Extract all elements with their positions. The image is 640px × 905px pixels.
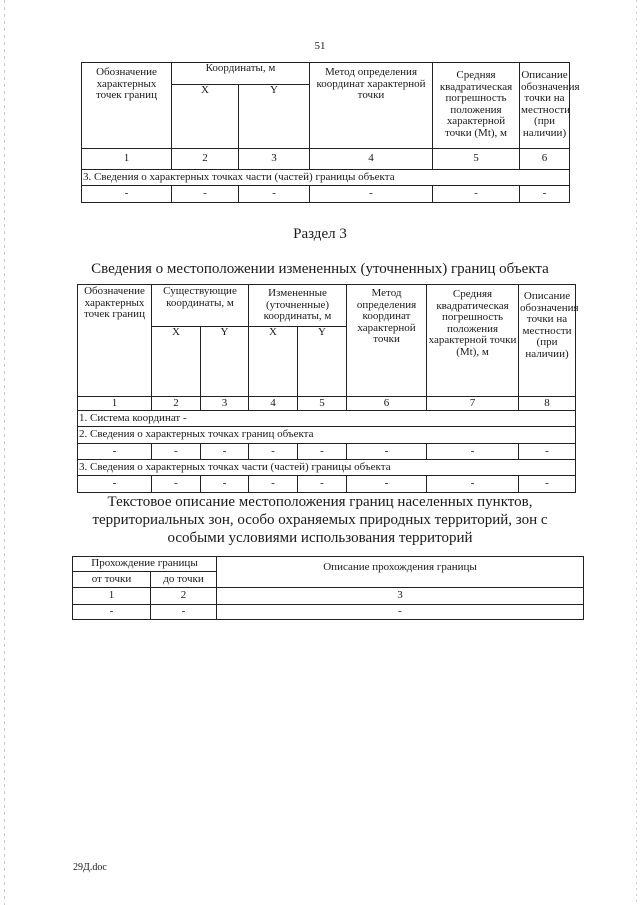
table-cell: - xyxy=(82,186,172,203)
table-cell: - xyxy=(347,444,427,460)
column-number: 7 xyxy=(427,397,519,411)
header-method: Метод определения координат характерной точки xyxy=(347,285,427,397)
section-title: Раздел 3 xyxy=(293,226,347,242)
column-number: 1 xyxy=(73,588,151,605)
header-from-point: от точки xyxy=(73,572,151,588)
table-points-part xyxy=(81,62,580,203)
table-cell: - xyxy=(78,444,152,460)
table-cell: - xyxy=(73,605,151,620)
table-cell: - xyxy=(78,476,152,493)
scan-left-edge xyxy=(4,0,5,905)
column-number: 2 xyxy=(152,397,201,411)
header-method: Метод определения координат характерной точки xyxy=(310,63,433,149)
column-number: 3 xyxy=(201,397,249,411)
footer-filename: 29Д.doc xyxy=(73,862,107,873)
column-number: 6 xyxy=(520,149,570,170)
section-row-label: 3. Сведения о характерных точках части (частей) границы объекта xyxy=(78,460,576,476)
column-number: 4 xyxy=(310,149,433,170)
table-cell: - xyxy=(520,186,570,203)
table-border-passage xyxy=(72,556,584,620)
scan-right-edge xyxy=(636,0,637,905)
column-number: 4 xyxy=(249,397,298,411)
column-number: 1 xyxy=(82,149,172,170)
column-number: 5 xyxy=(298,397,347,411)
column-number: 1 xyxy=(78,397,152,411)
section-subtitle: Сведения о местоположении измененных (уточненных) границ объекта xyxy=(91,261,549,277)
table-cell: - xyxy=(152,476,201,493)
column-number: 3 xyxy=(239,149,310,170)
table-cell: - xyxy=(172,186,239,203)
column-number: 8 xyxy=(519,397,576,411)
column-number: 2 xyxy=(151,588,217,605)
table-cell: - xyxy=(239,186,310,203)
column-number: 5 xyxy=(433,149,520,170)
header-passage: Прохождение границы xyxy=(73,557,217,572)
header-error: Средняя квадратическая погрешность положения характерной точки (Mt), м xyxy=(433,63,520,149)
page-number: 51 xyxy=(314,40,326,52)
column-number: 2 xyxy=(172,149,239,170)
header-description: Описание обозначения точки на местности (при наличии) xyxy=(520,63,570,149)
header-to-point: до точки xyxy=(151,572,217,588)
header-point-designation: Обозначение характерных точек границ xyxy=(82,63,172,149)
table-changed-borders xyxy=(77,284,579,493)
table-cell: - xyxy=(249,444,298,460)
table-cell: - xyxy=(310,186,433,203)
section-row-label: 3. Сведения о характерных точках части (частей) границы объекта xyxy=(82,170,570,186)
header-coordinates: Координаты, м xyxy=(172,63,310,85)
table-cell: - xyxy=(519,476,576,493)
table-cell: - xyxy=(427,444,519,460)
table-cell: - xyxy=(433,186,520,203)
header-existing-coordinates: Существующие координаты, м xyxy=(152,285,249,327)
header-y: Y xyxy=(298,327,347,397)
header-x: X xyxy=(152,327,201,397)
table-cell: - xyxy=(347,476,427,493)
table-cell: - xyxy=(249,476,298,493)
header-x: X xyxy=(172,85,239,149)
header-error: Средняя квадратическая погрешность положения характерной точки (Mt), м xyxy=(427,285,519,397)
header-y: Y xyxy=(239,85,310,149)
table-cell: - xyxy=(298,444,347,460)
column-number: 3 xyxy=(217,588,584,605)
table-cell: - xyxy=(152,444,201,460)
table-cell: - xyxy=(427,476,519,493)
header-changed-coordinates: Измененные (уточненные) координаты, м xyxy=(249,285,347,327)
table-cell: - xyxy=(519,444,576,460)
section-row-label: 2. Сведения о характерных точках границ объекта xyxy=(78,427,576,444)
table-cell: - xyxy=(201,476,249,493)
header-x: X xyxy=(249,327,298,397)
table-cell: - xyxy=(201,444,249,460)
table-cell: - xyxy=(151,605,217,620)
table-cell: - xyxy=(217,605,584,620)
header-point-designation: Обозначение характерных точек границ xyxy=(78,285,152,397)
coordinate-system-row: 1. Система координат - xyxy=(78,411,576,427)
column-number: 6 xyxy=(347,397,427,411)
table-cell: - xyxy=(298,476,347,493)
header-description: Описание обозначения точки на местности (при наличии) xyxy=(519,285,576,397)
text-description-title: Текстовое описание местоположения границ населенных пунктов, территориальных зон, особо охраняемых природных территорий, зон с особыми условиями использования территорий xyxy=(92,494,548,546)
header-passage-description: Описание прохождения границы xyxy=(217,557,584,588)
header-y: Y xyxy=(201,327,249,397)
